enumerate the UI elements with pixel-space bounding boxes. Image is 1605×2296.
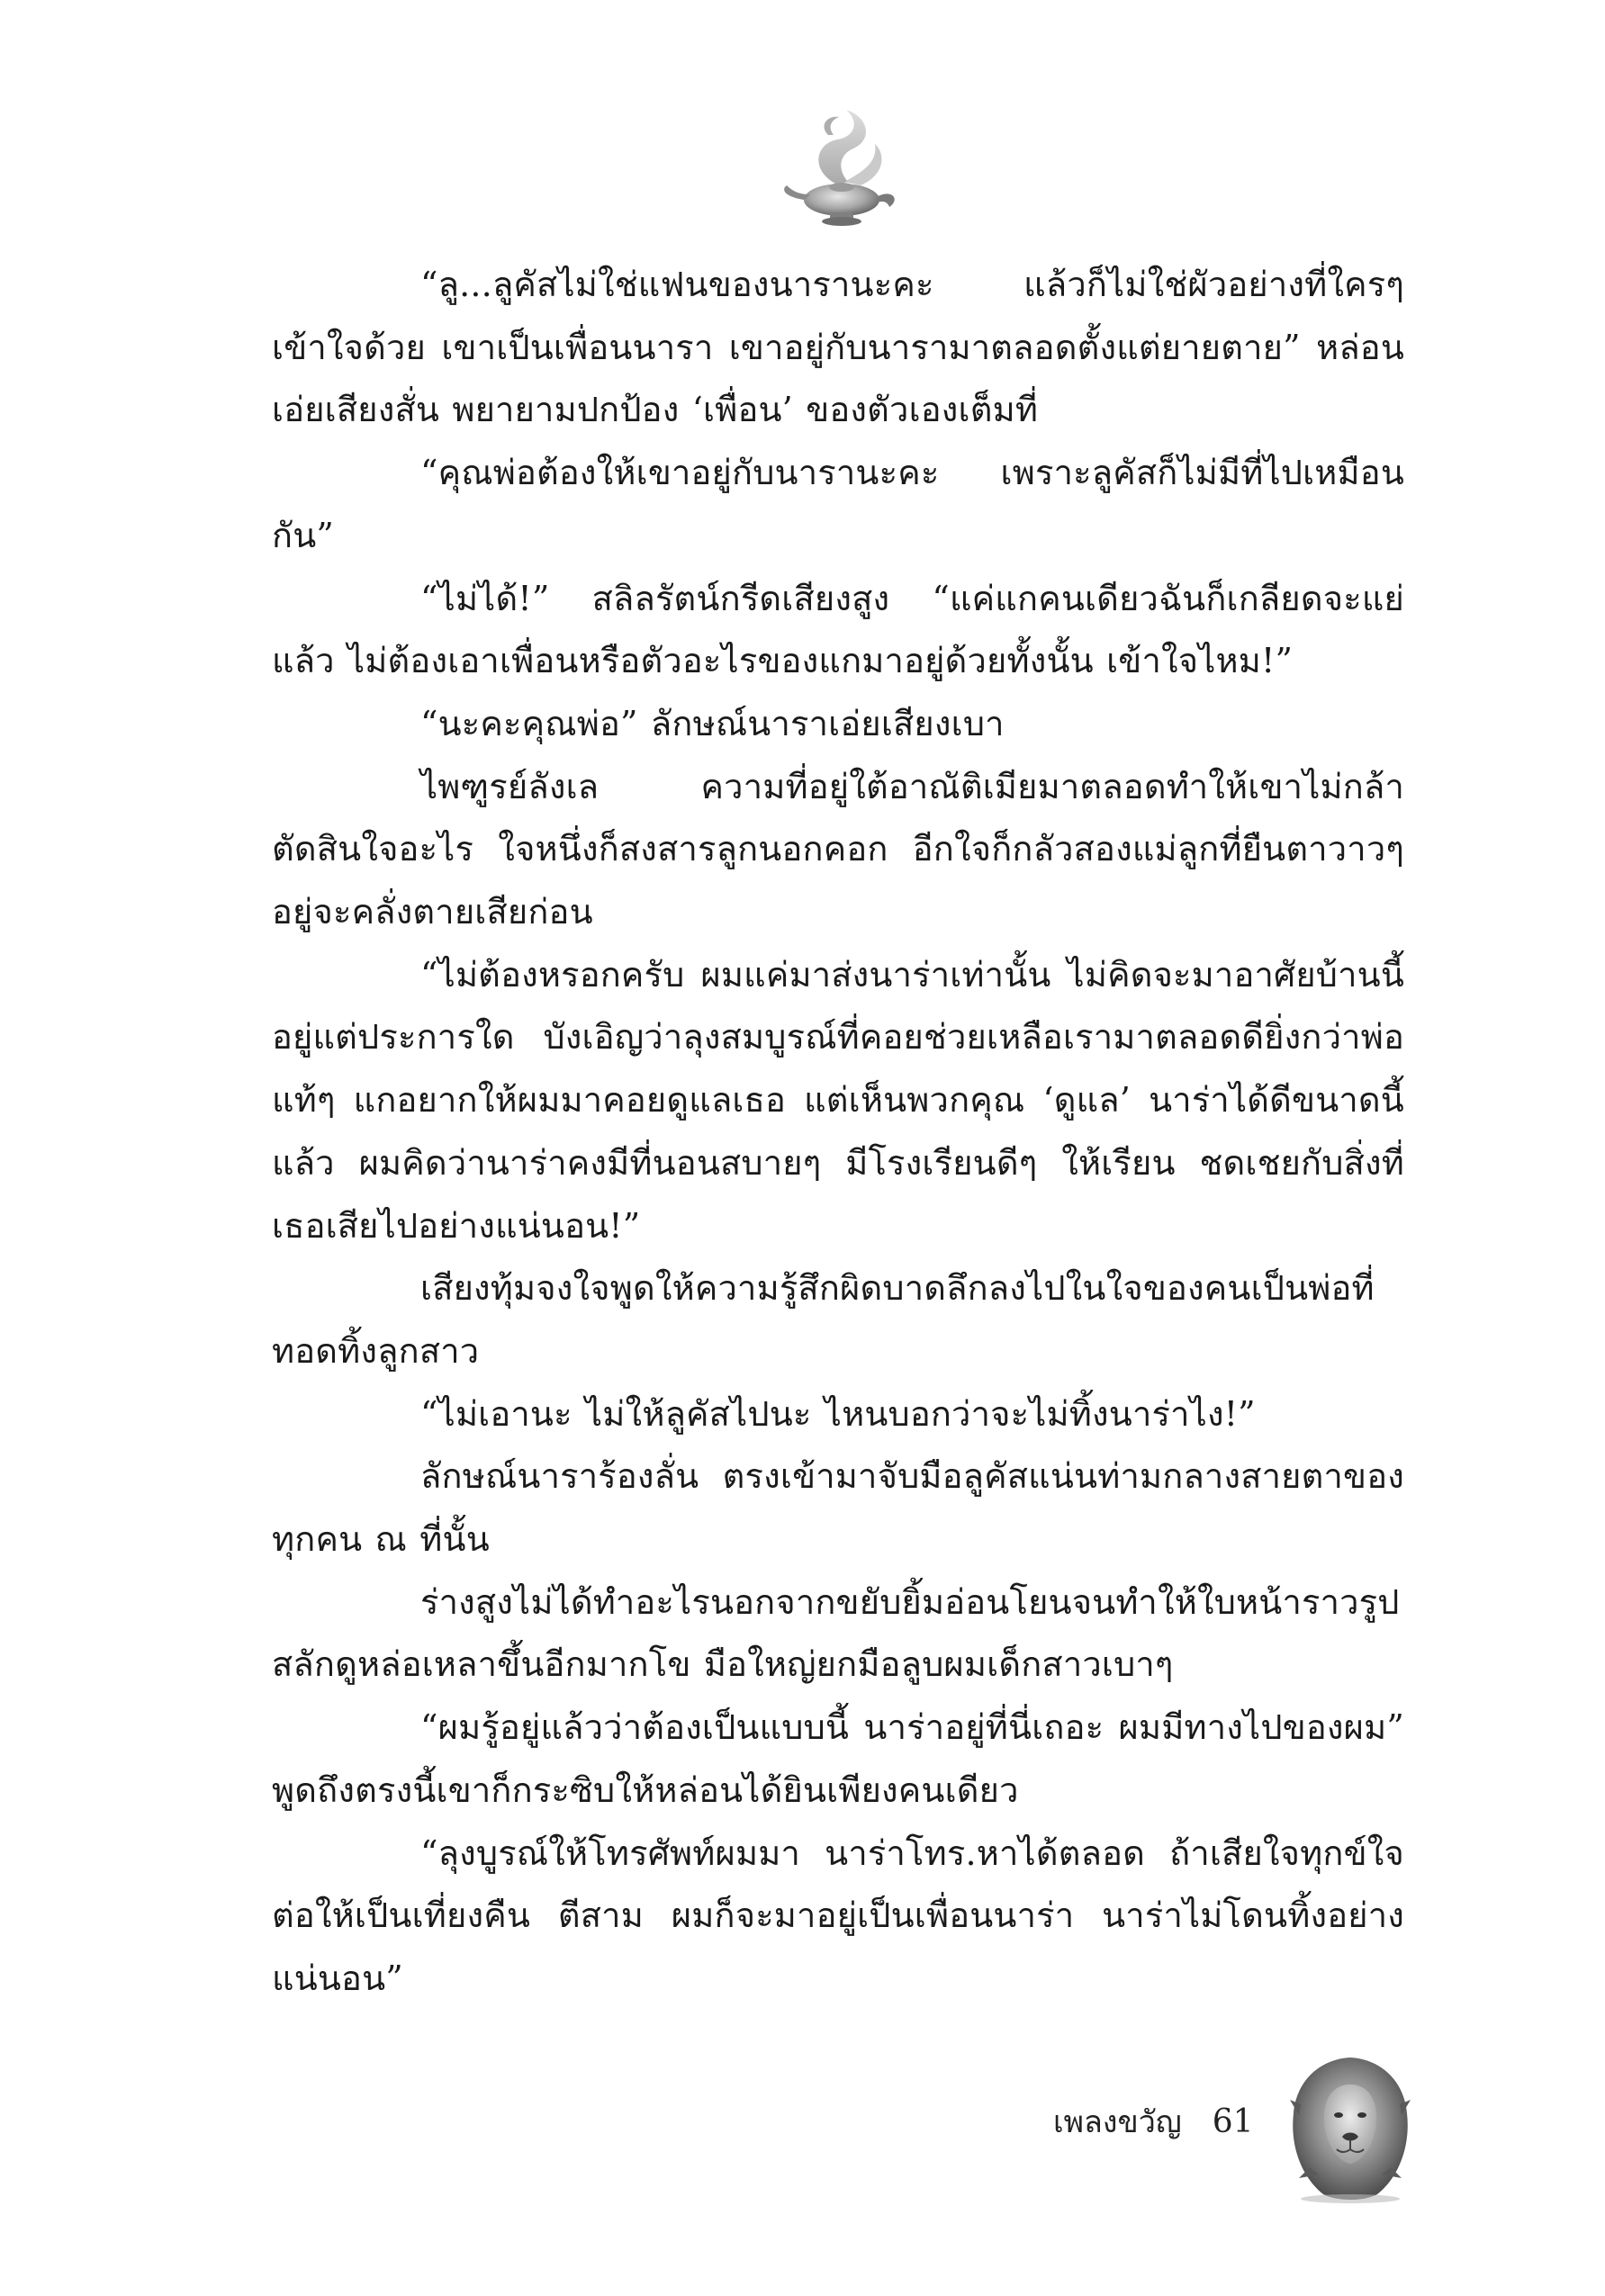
page-footer <box>1053 2097 1254 2142</box>
paragraph: “ลู...ลูคัสไม่ใช่แฟนของนารานะคะ แล้วก็ไม่ใช่ผัวอย่างที่ใครๆ เข้าใจด้วย เขาเป็นเพื่อนนารา เขาอยู่กับนารามาตลอดตั้งแต่ยายตาย” หล่อนเอ่ยเสียงสั่น พยายามปกป้อง ‘เพื่อน’ ของตัวเองเต็มที่ <box>272 265 1404 430</box>
paragraph: ลักษณ์นาราร้องลั่น ตรงเข้ามาจับมือลูคัสแน่นท่ามกลางสายตาของทุกคน ณ ที่นั้น <box>272 1456 1404 1560</box>
body-text <box>272 254 1404 2011</box>
genie-lamp-icon <box>774 99 909 234</box>
paragraph: “ลุงบูรณ์ให้โทรศัพท์ผมมา นาร่าโทร.หาได้ตลอด ถ้าเสียใจทุกข์ใจ ต่อให้เป็นเที่ยงคืน ตีสาม ผมก็จะมาอยู่เป็นเพื่อนนาร่า นาร่าไม่โดนทิ้งอย่างแน่นอน” <box>272 1832 1404 1998</box>
paragraph: “ผมรู้อยู่แล้วว่าต้องเป็นแบบนี้ นาร่าอยู่ที่นี่เถอะ ผมมีทางไปของผม” พูดถึงตรงนี้เขาก็กระซิบให้หล่อนได้ยินเพียงคนเดียว <box>272 1707 1404 1810</box>
paragraph: “ไม่ต้องหรอกครับ ผมแค่มาส่งนาร่าเท่านั้น ไม่คิดจะมาอาศัยบ้านนี้อยู่แต่ประการใด บังเอิญว่าลุงสมบูรณ์ที่คอยช่วยเหลือเรามาตลอดดียิ่งกว่าพ่อแท้ๆ แกอยากให้ผมมาคอยดูแลเธอ แต่เห็นพวกคุณ ‘ดูแล’ นาร่าได้ดีขนาดนี้แล้ว ผมคิดว่านาร่าคงมีที่นอนสบายๆ มีโรงเรียนดีๆ ให้เรียน ชดเชยกับสิ่งที่เธอเสียไปอย่างแน่นอน!” <box>272 954 1404 1246</box>
paragraph: เสียงทุ้มจงใจพูดให้ความรู้สึกผิดบาดลึกลงไปในใจของคนเป็นพ่อที่ทอดทิ้งลูกสาว <box>272 1268 1375 1371</box>
paragraph: “ไม่เอานะ ไม่ให้ลูคัสไปนะ ไหนบอกว่าจะไม่ทิ้งนาร่าไง!” <box>420 1393 1256 1434</box>
paragraph: “คุณพ่อต้องให้เขาอยู่กับนารานะคะ เพราะลูคัสก็ไม่มีที่ไปเหมือนกัน” <box>272 453 1404 555</box>
paragraph: “ไม่ได้!” สลิลรัตน์กรีดเสียงสูง “แค่แกคนเดียวฉันก็เกลียดจะแย่แล้ว ไม่ต้องเอาเพื่อนหรือตัวอะไรของแกมาอยู่ด้วยทั้งนั้น เข้าใจไหม!” <box>272 578 1404 681</box>
paragraph: “นะคะคุณพ่อ” ลักษณ์นาราเอ่ยเสียงเบา <box>420 703 1005 743</box>
running-title: เพลงขวัญ <box>1053 2104 1182 2140</box>
paragraph: ไพฑูรย์ลังเล ความที่อยู่ใต้อาณัติเมียมาตลอดทำให้เขาไม่กล้าตัดสินใจอะไร ใจหนึ่งก็สงสารลูกนอกคอก อีกใจก็กลัวสองแม่ลูกที่ยืนตาวาวๆ อยู่จะคลั่งตายเสียก่อน <box>272 766 1404 932</box>
page-number: 61 <box>1212 2103 1254 2140</box>
paragraph: ร่างสูงไม่ได้ทำอะไรนอกจากขยับยิ้มอ่อนโยนจนทำให้ใบหน้าราวรูปสลักดูหล่อเหลาขึ้นอีกมากโข มือใหญ่ยกมือลูบผมเด็กสาวเบาๆ <box>272 1581 1400 1685</box>
lion-icon <box>1283 2050 1418 2203</box>
